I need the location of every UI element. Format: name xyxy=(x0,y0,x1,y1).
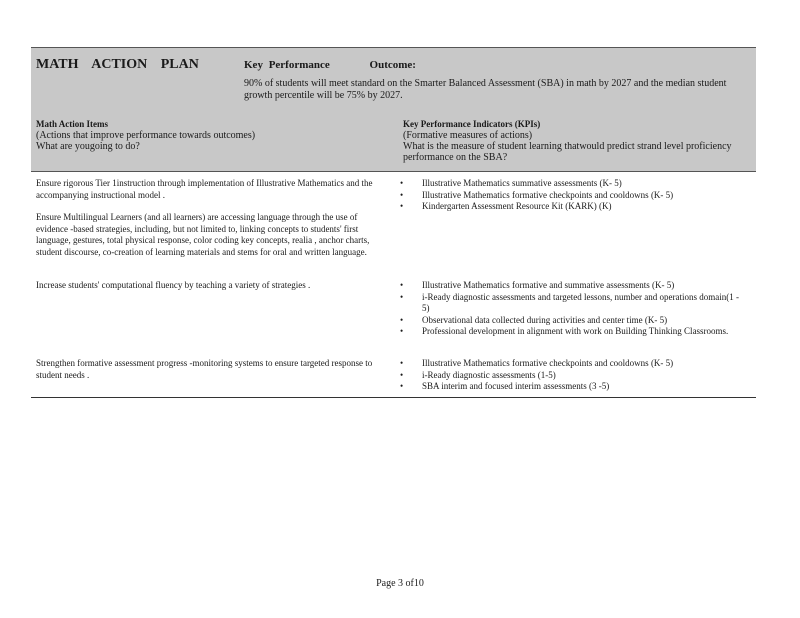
kpi-item xyxy=(400,326,740,338)
bullet-icon: • xyxy=(400,178,404,188)
kpi-item xyxy=(400,280,740,292)
kpi-question: What is the measure of student learning thatwould predict strand level proficiency performance on the SBA? xyxy=(403,141,732,163)
page-title: MATH ACTION PLAN xyxy=(36,57,199,72)
bullet-icon: • xyxy=(400,369,404,380)
bullet-icon: • xyxy=(400,201,404,211)
plan-header xyxy=(31,47,756,171)
bullet-icon: • xyxy=(400,291,404,302)
kpi-item xyxy=(400,292,740,315)
kpi-text: Observational data collected during activities and center time (K- 5) xyxy=(422,314,668,325)
outcome-goal-text: 90% of students will meet standard on the Smarter Balanced Assessment (SBA) in math by 2027 and the median student growth percentile will be 75% by 2027. xyxy=(244,78,727,101)
kpi-item xyxy=(400,201,740,213)
action-items-title: Math Action Items xyxy=(36,119,108,129)
kpi-list xyxy=(400,280,740,338)
action-items-question: What are yougoing to do? xyxy=(36,141,140,152)
kpi-title: Key Performance Indicators (KPIs) xyxy=(403,119,541,129)
kpi-subtitle: (Formative measures of actions) xyxy=(403,130,533,141)
bullet-icon: • xyxy=(400,358,404,368)
kpi-item xyxy=(400,370,740,382)
action-cell xyxy=(36,280,379,303)
table-bottom-rule xyxy=(31,397,756,398)
kpi-text: Illustrative Mathematics formative checkpoints and cooldowns (K- 5) xyxy=(422,358,674,368)
action-item: Strengthen formative assessment progress -monitoring systems to ensure targeted response to student needs . xyxy=(36,358,373,380)
action-item: Ensure rigorous Tier 1instruction through implementation of Illustrative Mathematics and the accompanying instructional model . xyxy=(36,178,373,200)
action-item: Ensure Multilingual Learners (and all learners) are accessing language through the use of evidence -based strategies, including, but not limited to, linking concepts to students' first language, gestures, total physical response, color coding key concepts, realia , anchor charts, student discourse, co-creation of learning materials and stems for oral and written language. xyxy=(36,212,370,257)
action-items-subtitle: (Actions that improve performance towards outcomes) xyxy=(36,130,256,141)
kpi-item xyxy=(400,358,740,370)
kpi-text: Illustrative Mathematics formative checkpoints and cooldowns (K- 5) xyxy=(422,189,674,200)
plan-row-3 xyxy=(31,358,756,398)
action-items-column-header xyxy=(36,119,371,152)
outcome-label: Outcome: xyxy=(369,59,416,71)
kpi-item xyxy=(400,178,740,190)
kpi-list xyxy=(400,178,740,213)
header-divider xyxy=(31,171,756,172)
plan-row-1 xyxy=(31,178,756,278)
kpi-item xyxy=(400,315,740,327)
kpi-text: i-Ready diagnostic assessments and targeted lessons, number and operations domain(1 - 5) xyxy=(422,291,740,313)
bullet-icon: • xyxy=(400,189,404,200)
page-number: Page 3 of10 xyxy=(376,578,424,589)
kpi-text: Illustrative Mathematics formative and summative assessments (K- 5) xyxy=(422,280,675,290)
action-item: Increase students' computational fluency by teaching a variety of strategies . xyxy=(36,280,311,290)
bullet-icon: • xyxy=(400,381,404,391)
action-cell xyxy=(36,178,379,269)
kpo-heading xyxy=(244,59,416,71)
bullet-icon: • xyxy=(400,314,404,325)
kpi-column-header xyxy=(403,119,743,163)
kpi-list xyxy=(400,358,740,393)
bullet-icon: • xyxy=(400,280,404,290)
bullet-icon: • xyxy=(400,326,404,336)
kpi-text: i-Ready diagnostic assessments (1-5) xyxy=(422,369,556,380)
kpi-text: SBA interim and focused interim assessments (3 -5) xyxy=(422,381,610,391)
action-plan-document xyxy=(31,47,756,392)
action-cell xyxy=(36,358,379,392)
kpi-text: Professional development in alignment with work on Building Thinking Classrooms. xyxy=(422,326,729,336)
plan-row-2 xyxy=(31,280,756,360)
kpi-text: Kindergarten Assessment Resource Kit (KARK) (K) xyxy=(422,201,612,211)
kpi-item xyxy=(400,381,740,393)
kpi-text: Illustrative Mathematics summative assessments (K- 5) xyxy=(422,178,622,188)
kpi-item xyxy=(400,190,740,202)
kpo-label: Key Performance xyxy=(244,59,330,71)
